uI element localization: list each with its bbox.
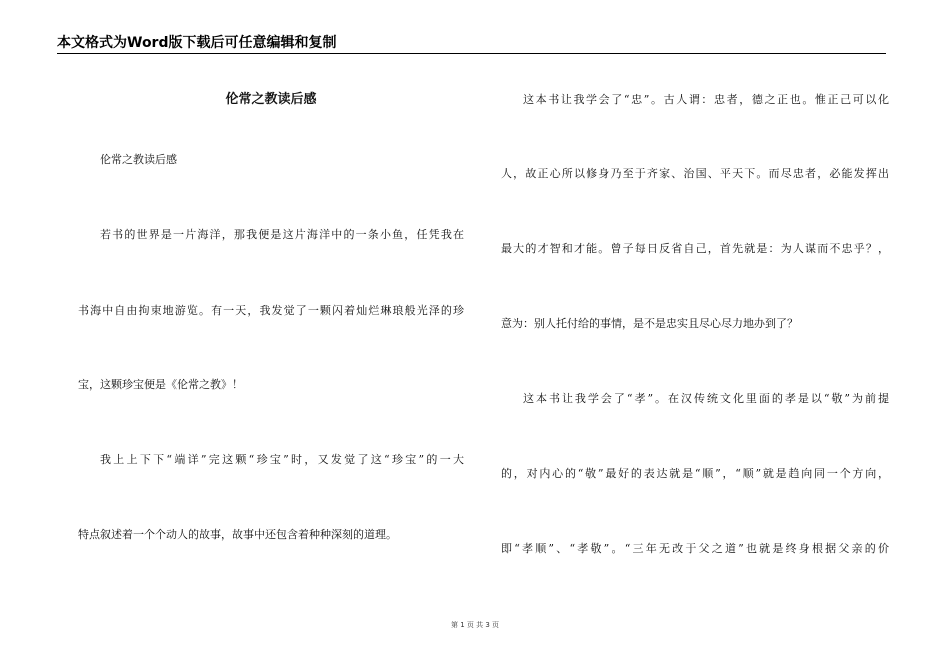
document-title: 伦常之教读后感 — [225, 92, 317, 107]
paragraph-line: 这本书让我学会了“孝”。在汉传统文化里面的孝是以“敬”为前提 — [523, 392, 889, 405]
paragraph-line: 最大的才智和才能。曾子每日反省自己，首先就是：为人谋而不忠乎？， — [501, 242, 889, 255]
paragraph-line: 书海中自由拘束地游览。有一天，我发觉了一颗闪着灿烂琳琅般光泽的珍 — [78, 304, 464, 317]
right-text-column — [501, 0, 889, 620]
document-header: 本文格式为Word版下载后可任意编辑和复制 — [57, 35, 337, 51]
paragraph-line: 特点叙述着一个个动人的故事，故事中还包含着种种深刻的道理。 — [78, 528, 397, 541]
paragraph-line: 人，故正心所以修身乃至于齐家、治国、平天下。而尽忠者，必能发挥出 — [501, 167, 889, 180]
paragraph-line: 宝，这颗珍宝便是《伦常之教》！ — [78, 378, 243, 391]
left-text-column — [78, 0, 464, 620]
paragraph-line: 若书的世界是一片海洋，那我便是这片海洋中的一条小鱼，任凭我在 — [100, 228, 464, 241]
page-number-footer: 第 1 页 共 3 页 — [450, 621, 500, 629]
paragraph-line: 意为：别人托付给的事情，是不是忠实且尽心尽力地办到了？ — [501, 317, 798, 330]
paragraph-line: 即“孝顺”、“孝敬”。“三年无改于父之道”也就是终身根据父亲的价 — [501, 542, 889, 555]
paragraph-line: 伦常之教读后感 — [100, 153, 177, 166]
paragraph-line: 这本书让我学会了“忠”。古人谓：忠者，德之正也。惟正己可以化 — [523, 93, 889, 106]
paragraph-line: 我上上下下“端详”完这颗“珍宝”时，又发觉了这“珍宝”的一大 — [100, 453, 464, 466]
paragraph-line: 的，对内心的“敬”最好的表达就是“顺”，“顺”就是趋向同一个方向， — [501, 467, 889, 480]
